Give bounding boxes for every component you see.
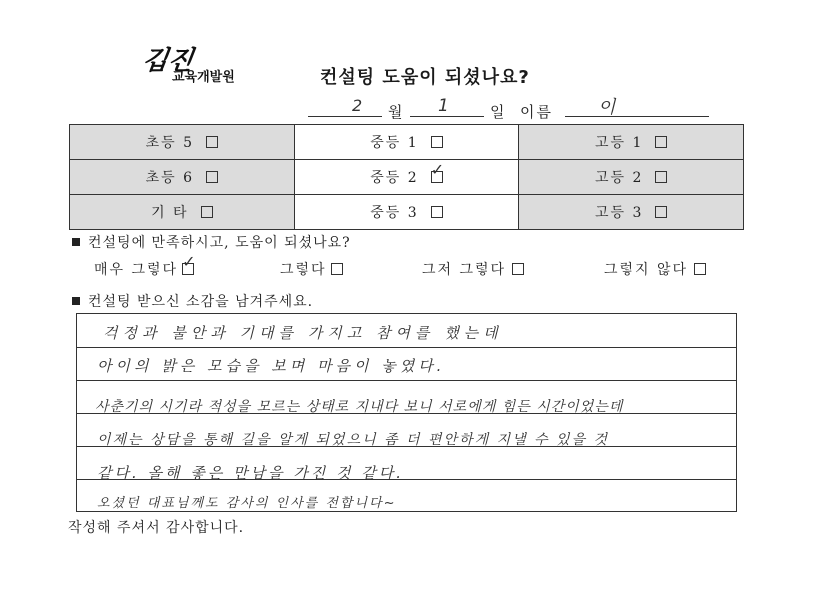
checkbox[interactable] (431, 206, 443, 218)
option-not-satisfied[interactable] (604, 259, 706, 279)
option-satisfied[interactable] (280, 259, 343, 279)
comment-line: 오셨던 대표님께도 감사의 인사를 전합니다~ (97, 496, 397, 511)
grade-cell[interactable] (70, 160, 295, 195)
month-label: 월 (388, 103, 403, 121)
grade-label: 고등 2 (594, 170, 644, 186)
grade-label: 중등 3 (370, 205, 419, 221)
question-1 (72, 232, 351, 252)
grade-cell[interactable] (519, 195, 744, 230)
grade-row (70, 160, 744, 195)
grade-label: 중등 1 (370, 135, 419, 151)
checkbox[interactable] (655, 206, 667, 218)
question-1-text: 컨설팅에 만족하시고, 도움이 되셨나요? (88, 235, 351, 251)
grade-label: 고등 3 (594, 205, 644, 221)
bullet-icon (72, 238, 80, 246)
question-2-text: 컨설팅 받으신 소감을 남겨주세요. (88, 294, 314, 310)
comment-rule (77, 347, 736, 348)
bullet-icon (72, 297, 80, 305)
option-very-satisfied[interactable] (94, 259, 194, 279)
grade-label: 중등 2 (370, 170, 419, 186)
checkbox[interactable] (431, 136, 443, 148)
grade-cell[interactable] (294, 125, 519, 160)
checkbox[interactable] (201, 206, 213, 218)
footer-thanks: 작성해 주셔서 감사합니다. (68, 520, 245, 536)
grade-cell[interactable] (294, 195, 519, 230)
day-value: 1 (438, 96, 449, 116)
comment-line: 아이의 밝은 모습을 보며 마음이 놓였다. (97, 357, 446, 375)
grade-label: 초등 6 (145, 170, 195, 186)
logo-mark: 깁진 (140, 46, 195, 76)
grade-label: 기 타 (151, 205, 189, 221)
grade-row (70, 125, 744, 160)
grade-cell[interactable] (294, 160, 519, 195)
grade-label: 고등 1 (594, 135, 644, 151)
grade-label: 초등 5 (145, 135, 195, 151)
name-label: 이름 (520, 103, 553, 121)
name-line (565, 116, 709, 117)
checkbox[interactable] (655, 171, 667, 183)
form-title: 컨설팅 도움이 되셨나요? (320, 67, 530, 88)
grade-cell[interactable] (70, 195, 295, 230)
option-label: 매우 그렇다 (94, 262, 179, 278)
checkbox[interactable] (694, 263, 706, 275)
comment-line: 이제는 상담을 통해 길을 알게 되었으니 좀 더 편안하게 지낼 수 있을 것 (97, 432, 610, 448)
comment-line: 걱정과 불안과 기대를 가지고 참여를 했는데 (103, 324, 503, 342)
checkbox[interactable] (331, 263, 343, 275)
logo-text: 교육개발원 (172, 70, 235, 85)
checkbox[interactable] (655, 136, 667, 148)
grade-cell[interactable] (519, 125, 744, 160)
comment-box[interactable] (76, 313, 737, 512)
option-label: 그저 그렇다 (422, 262, 507, 278)
question-2 (72, 291, 313, 311)
grade-row (70, 195, 744, 230)
option-label: 그렇지 않다 (604, 262, 689, 278)
month-value: 2 (352, 96, 363, 115)
name-value: 이 (598, 97, 616, 118)
checkbox-checked[interactable] (431, 171, 443, 183)
grade-table (69, 124, 744, 230)
month-line (308, 116, 382, 117)
checkbox[interactable] (206, 171, 218, 183)
option-label: 그렇다 (280, 262, 327, 278)
comment-line: 같다. 올해 좋은 만남을 가진 것 같다. (97, 464, 405, 482)
day-label: 일 (490, 103, 505, 121)
checkbox[interactable] (512, 263, 524, 275)
comment-line: 사춘기의 시기라 적성을 모르는 상태로 지내다 보니 서로에게 힘든 시간이었는데 (95, 399, 624, 415)
option-neutral[interactable] (422, 259, 524, 279)
grade-cell[interactable] (70, 125, 295, 160)
comment-rule (77, 380, 736, 381)
day-line (410, 116, 484, 117)
checkbox-checked[interactable] (182, 263, 194, 275)
checkbox[interactable] (206, 136, 218, 148)
grade-cell[interactable] (519, 160, 744, 195)
